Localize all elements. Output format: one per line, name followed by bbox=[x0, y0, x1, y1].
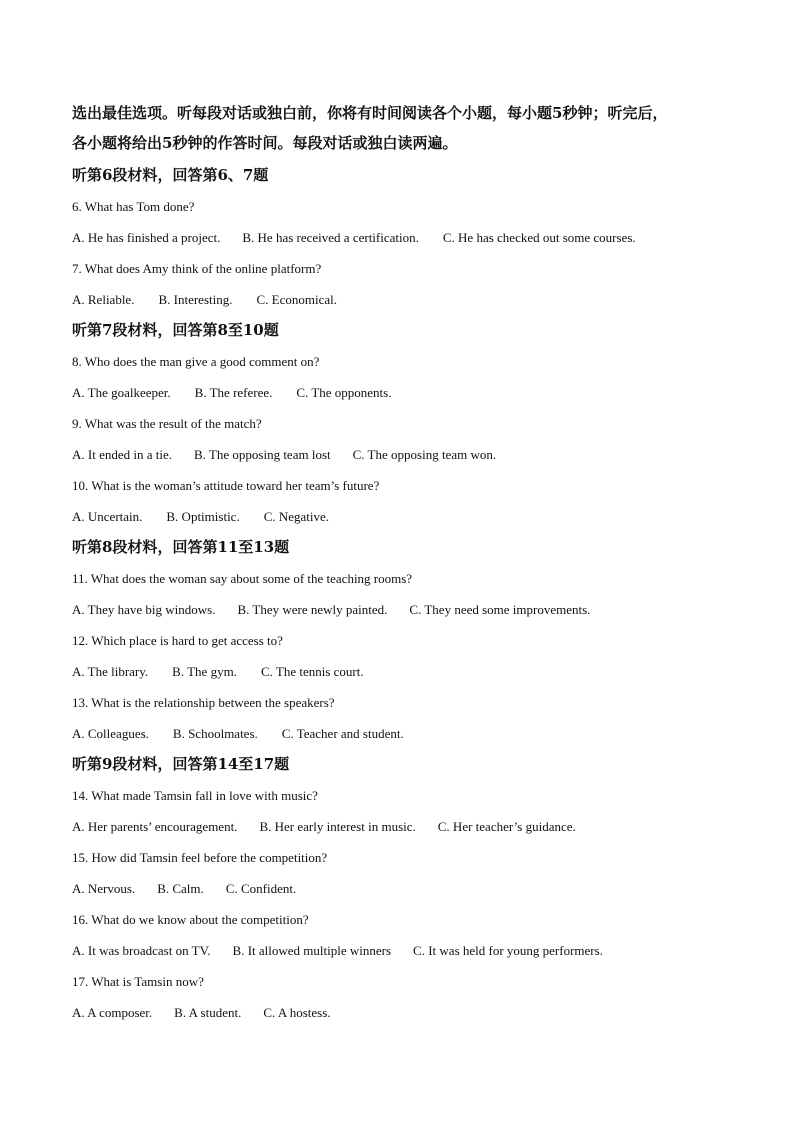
question-text: 11. What does the woman say about some of the teaching rooms? bbox=[72, 571, 413, 586]
answer-option: A. Reliable. bbox=[72, 292, 135, 307]
answer-option: B. Interesting. bbox=[158, 292, 233, 307]
section-heading: 听第9段材料，回答第14至17题 bbox=[72, 755, 290, 773]
question-text: 7. What does Amy think of the online platform? bbox=[72, 261, 322, 276]
options-row bbox=[72, 222, 732, 253]
answer-option: C. The opposing team won. bbox=[352, 447, 497, 462]
answer-option: B. The referee. bbox=[194, 385, 273, 400]
answer-option: A. The library. bbox=[72, 664, 149, 679]
options-row bbox=[72, 284, 732, 315]
question-text: 9. What was the result of the match? bbox=[72, 416, 262, 431]
listening-section bbox=[72, 160, 732, 315]
answer-option: C. It was held for young performers. bbox=[413, 943, 603, 958]
listening-section bbox=[72, 315, 732, 532]
answer-option: A. He has finished a project. bbox=[72, 230, 221, 245]
answer-option: C. Confident. bbox=[225, 881, 297, 896]
intro-line-1: 选出最佳选项。听每段对话或独白前，你将有时间阅读各个小题，每小题5秒钟；听完后， bbox=[72, 104, 668, 122]
answer-option: C. Teacher and student. bbox=[281, 726, 404, 741]
options-row bbox=[72, 594, 732, 625]
answer-option: B. Schoolmates. bbox=[172, 726, 258, 741]
listening-section bbox=[72, 749, 732, 1028]
answer-option: A. It was broadcast on TV. bbox=[72, 943, 211, 958]
question-text: 15. How did Tamsin feel before the competition? bbox=[72, 850, 328, 865]
answer-option: C. They need some improvements. bbox=[409, 602, 591, 617]
question-text: 13. What is the relationship between the speakers? bbox=[72, 695, 335, 710]
question-text: 16. What do we know about the competition? bbox=[72, 912, 309, 927]
question-text: 17. What is Tamsin now? bbox=[72, 974, 204, 989]
question-text: 10. What is the woman’s attitude toward her team’s future? bbox=[72, 478, 380, 493]
answer-option: B. They were newly painted. bbox=[237, 602, 388, 617]
options-row bbox=[72, 873, 732, 904]
answer-option: A. Colleagues. bbox=[72, 726, 149, 741]
options-row bbox=[72, 997, 732, 1028]
options-row bbox=[72, 501, 732, 532]
options-row bbox=[72, 935, 732, 966]
section-heading: 听第6段材料，回答第6、7题 bbox=[72, 166, 269, 184]
answer-option: C. A hostess. bbox=[263, 1005, 331, 1020]
exam-page bbox=[72, 98, 732, 1028]
options-row bbox=[72, 656, 732, 687]
listening-section bbox=[72, 532, 732, 749]
answer-option: B. He has received a certification. bbox=[242, 230, 419, 245]
question-text: 6. What has Tom done? bbox=[72, 199, 195, 214]
answer-option: B. The gym. bbox=[172, 664, 237, 679]
answer-option: A. It ended in a tie. bbox=[72, 447, 172, 462]
answer-option: B. Optimistic. bbox=[166, 509, 240, 524]
answer-option: C. The opponents. bbox=[296, 385, 392, 400]
answer-option: B. A student. bbox=[174, 1005, 242, 1020]
sections-container bbox=[72, 160, 732, 1028]
answer-option: A. Nervous. bbox=[72, 881, 136, 896]
question-text: 14. What made Tamsin fall in love with music? bbox=[72, 788, 318, 803]
options-row bbox=[72, 718, 732, 749]
answer-option: B. Her early interest in music. bbox=[259, 819, 416, 834]
answer-option: C. Economical. bbox=[256, 292, 337, 307]
section-heading: 听第7段材料，回答第8至10题 bbox=[72, 321, 279, 339]
answer-option: A. A composer. bbox=[72, 1005, 153, 1020]
answer-option: A. The goalkeeper. bbox=[72, 385, 171, 400]
question-text: 12. Which place is hard to get access to? bbox=[72, 633, 283, 648]
answer-option: C. The tennis court. bbox=[260, 664, 364, 679]
intro-line-2: 各小题将给出5秒钟的作答时间。每段对话或独白读两遍。 bbox=[72, 134, 458, 152]
answer-option: B. The opposing team lost bbox=[194, 447, 331, 462]
answer-option: C. Negative. bbox=[263, 509, 330, 524]
answer-option: A. Uncertain. bbox=[72, 509, 143, 524]
section-heading: 听第8段材料，回答第11至13题 bbox=[72, 538, 290, 556]
answer-option: A. They have big windows. bbox=[72, 602, 216, 617]
options-row bbox=[72, 439, 732, 470]
question-text: 8. Who does the man give a good comment on? bbox=[72, 354, 320, 369]
answer-option: C. He has checked out some courses. bbox=[442, 230, 636, 245]
answer-option: B. It allowed multiple winners bbox=[232, 943, 392, 958]
answer-option: C. Her teacher’s guidance. bbox=[437, 819, 576, 834]
options-row bbox=[72, 377, 732, 408]
options-row bbox=[72, 811, 732, 842]
answer-option: A. Her parents’ encouragement. bbox=[72, 819, 238, 834]
answer-option: B. Calm. bbox=[157, 881, 204, 896]
